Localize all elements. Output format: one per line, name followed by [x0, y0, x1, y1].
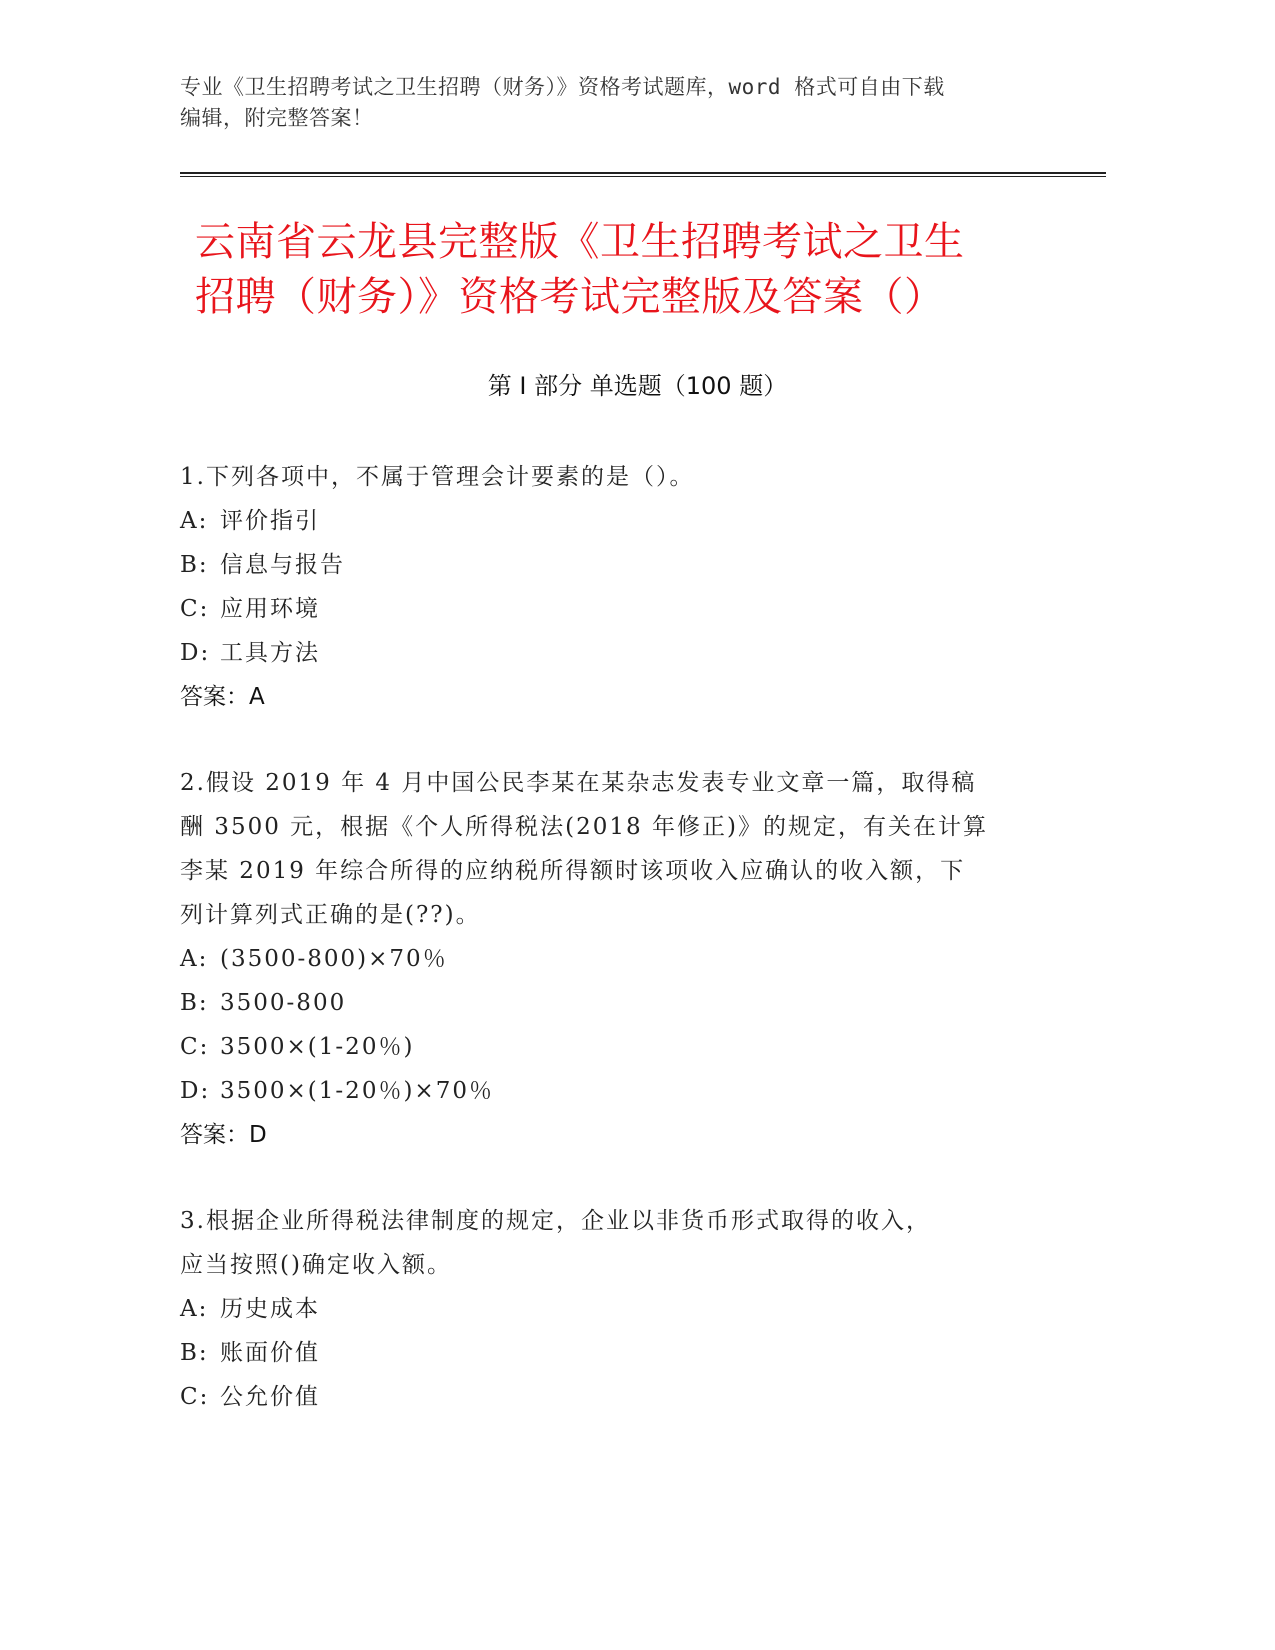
section-title: 第 I 部分 单选题（100 题）: [487, 372, 788, 400]
question-stem-line: 李某 2019 年综合所得的应纳税所得额时该项收入应确认的收入额，下: [180, 858, 966, 884]
question-option: [180, 1287, 1040, 1331]
document-title: [195, 215, 1075, 325]
question-item: [180, 455, 1040, 719]
option-text: 3500-800: [220, 990, 347, 1016]
document-title-line-2: 招聘（财务）》资格考试完整版及答案（）: [195, 274, 945, 320]
question-option: [180, 981, 1040, 1025]
question-stem-line: 应当按照()确定收入额。: [180, 1252, 452, 1278]
option-label: A:: [180, 946, 209, 972]
question-option: [180, 543, 1040, 587]
question-stem-line: 1.下列各项中，不属于管理会计要素的是（）。: [180, 464, 695, 490]
question-option: [180, 1375, 1040, 1419]
option-label: D:: [180, 1078, 211, 1104]
document-title-line-1: 云南省云龙县完整版《卫生招聘考试之卫生: [195, 219, 965, 265]
option-text: 工具方法: [220, 640, 320, 666]
header-divider-thin: [180, 176, 1106, 177]
header-note: [180, 72, 1080, 134]
header-note-line-2: 编辑，附完整答案！: [180, 106, 374, 130]
option-label: C:: [180, 1384, 210, 1410]
question-stem-line: 酬 3500 元，根据《个人所得税法(2018 年修正)》的规定，有关在计算: [180, 814, 988, 840]
question-option: [180, 1331, 1040, 1375]
question-option: [180, 499, 1040, 543]
question-answer: 答案：D: [180, 1122, 267, 1148]
question-stem-line: 2.假设 2019 年 4 月中国公民李某在某杂志发表专业文章一篇，取得稿: [180, 770, 977, 796]
option-text: 信息与报告: [220, 552, 345, 578]
question-item: [180, 1199, 1040, 1419]
option-text: 历史成本: [220, 1296, 320, 1322]
option-label: B:: [180, 1340, 209, 1366]
header-divider-thick: [180, 172, 1106, 174]
question-option: [180, 1025, 1040, 1069]
option-label: A:: [180, 1296, 209, 1322]
question-option: [180, 1069, 1040, 1113]
option-text: 公允价值: [220, 1384, 320, 1410]
question-option: [180, 587, 1040, 631]
option-text: 3500×(1-20％)×70％: [220, 1078, 494, 1104]
option-label: C:: [180, 1034, 210, 1060]
question-option: [180, 631, 1040, 675]
option-text: (3500-800)×70％: [220, 946, 448, 972]
option-text: 账面价值: [220, 1340, 320, 1366]
question-stem-line: 列计算列式正确的是(??)。: [180, 902, 481, 928]
option-label: C:: [180, 596, 210, 622]
option-text: 应用环境: [220, 596, 320, 622]
option-label: B:: [180, 990, 209, 1016]
option-label: D:: [180, 640, 211, 666]
header-note-line-1: 专业《卫生招聘考试之卫生招聘（财务）》资格考试题库，word 格式可自由下载: [180, 75, 945, 99]
question-answer: 答案：A: [180, 684, 265, 710]
option-text: 3500×(1-20％): [220, 1034, 415, 1060]
question-list: [180, 455, 1040, 1461]
question-item: [180, 761, 1040, 1157]
option-text: 评价指引: [220, 508, 320, 534]
option-label: B:: [180, 552, 209, 578]
question-option: [180, 937, 1040, 981]
question-stem-line: 3.根据企业所得税法律制度的规定，企业以非货币形式取得的收入，: [180, 1208, 931, 1234]
option-label: A:: [180, 508, 209, 534]
